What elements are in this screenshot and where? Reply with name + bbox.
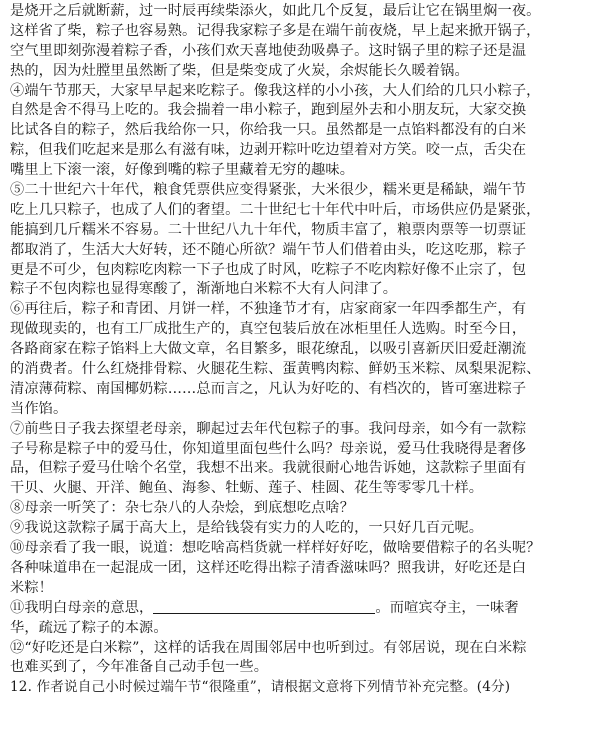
text-line: 的消费者。什么红烧排骨粽、火腿花生粽、蛋黄鸭肉粽、鲜奶玉米粽、凤梨果泥粽、	[10, 361, 541, 378]
text-line: 粽，但我们吃起来是那么有滋有味，边剥开粽叶吃边望着对方笑。咬一点，舌尖在	[10, 142, 527, 159]
text-line: 各路商家在粽子馅料上大做文章，名目繁多，眼花缭乱，以吸引喜新厌旧爱赶潮流	[10, 341, 527, 358]
text-line: 嘴里上下滚一滚，好像到嘴的粽子里藏着无穷的趣味。	[10, 162, 355, 179]
question-12	[10, 678, 602, 698]
text-line: 热的，因为灶膛里虽然断了柴，但是柴变成了火炭，余烬能长久暖着锅。	[10, 62, 469, 79]
text-line: ⑥再往后，粽子和青团、月饼一样，不独逢节才有，店家商家一年四季都生产，有	[10, 301, 527, 318]
text-line: 子号称是粽子中的爱马仕，你知道里面包些什么吗？母亲说，爱马仕我晓得是奢侈	[10, 440, 527, 457]
text-line: 更是不可少，包肉粽吃肉粽一下子也成了时风，吃粽子不吃肉粽好像不止宗了，包	[10, 261, 527, 278]
paragraph-4	[10, 82, 602, 181]
text-line: 华，疏远了粽子的本源。	[10, 619, 168, 636]
text-line: 空气里即刻弥漫着粽子香，小孩们欢天喜地使劲吸鼻子。这时锅子里的粽子还是温	[10, 42, 527, 59]
text-line: 干贝、火腿、开洋、鲍鱼、海参、牡蛎、莲子、桂圆、花生等零零几十样。	[10, 480, 484, 497]
document-page	[10, 2, 602, 698]
text-line: ⑧母亲一听笑了：杂七杂八的人杂烩，到底想吃点啥？	[10, 500, 355, 517]
answer-blank[interactable]	[153, 599, 375, 614]
text-line: ⑦前些日子我去探望老母亲，聊起过去年代包粽子的事。我问母亲，如今有一款粽	[10, 420, 527, 437]
text-line: 清凉薄荷粽、南国椰奶粽……总而言之，凡认为好吃的、有档次的，皆可塞进粽子	[10, 380, 527, 397]
text-line: 都取消了，生活大大好转，还不随心所欲？端午节人们借着由头，吃这吃那，粽子	[10, 241, 527, 258]
paragraph-3-tail	[10, 2, 602, 82]
paragraph-11	[10, 599, 602, 639]
text-line: 米粽！	[10, 579, 54, 596]
paragraph-10	[10, 539, 602, 599]
text-line: 吃上几只粽子，也成了人们的奢望。二十世纪七十年代中叶后，市场供应仍是紧张，	[10, 201, 541, 218]
text-line: ⑩母亲看了我一眼，说道：想吃啥高档货就一样样好好吃，做啥要借粽子的名头呢？	[10, 540, 541, 557]
text-line: ⑨我说这款粽子属于高大上，是给钱袋有实力的人吃的，一只好几百元呢。	[10, 520, 484, 537]
text-after-blank: 。而喧宾夺主，一味奢	[375, 599, 519, 616]
text-line: ⑫“好吃还是白米粽”，这样的话我在周围邻居中也听到过。有邻居说，现在白米粽	[10, 639, 527, 656]
text-line: 比试各自的粽子，然后我给你一只，你给我一只。虽然都是一点馅料都没有的白米	[10, 122, 527, 139]
text-line: ④端午节那天，大家早早起来吃粽子。像我这样的小小孩，大人们给的几只小粽子，	[10, 82, 541, 99]
question-text: 12. 作者说自己小时候过端午节“很隆重”，请根据文意将下列情节补充完整。(4分)	[10, 679, 511, 696]
text-line	[10, 599, 602, 619]
text-before-blank: ⑪我明白母亲的意思，	[10, 599, 154, 616]
text-line: 粽子不包肉粽也显得寒酸了，渐渐地白米粽不大有人问津了。	[10, 281, 398, 298]
paragraph-5	[10, 181, 602, 300]
text-line: 现做现卖的，也有工厂成批生产的，真空包装后放在冰柜里任人选购。时至今日，	[10, 321, 527, 338]
text-line: 各种味道串在一起混成一团，这样还吃得出粽子清香滋味吗？照我讲，好吃还是白	[10, 559, 527, 576]
text-line: 自然是舍不得马上吃的。我会揣着一串小粽子，跑到屋外去和小朋友玩，大家交换	[10, 102, 527, 119]
text-line: 是烧开之后就断薪，过一时辰再续柴添火，如此几个反复，最后让它在锅里焖一夜。	[10, 3, 541, 19]
paragraph-9	[10, 519, 602, 539]
paragraph-6	[10, 300, 602, 419]
paragraph-12	[10, 639, 602, 679]
paragraph-8	[10, 499, 602, 519]
paragraph-7	[10, 420, 602, 500]
text-line: 这样省了柴，粽子也容易熟。记得我家粽子多是在端午前夜烧，早上起来掀开锅子，	[10, 22, 541, 39]
text-line: 品，但粽子爱马仕啥个名堂，我想不出来。我就很耐心地告诉她，这款粽子里面有	[10, 460, 527, 477]
text-line: 也难买到了，今年准备自己动手包一些。	[10, 659, 269, 676]
text-line: 当作馅。	[10, 400, 68, 417]
text-line: 能搞到几斤糯米不容易。二十世纪八九十年代，物质丰富了，粮票肉票等一切票证	[10, 221, 527, 238]
text-line: ⑤二十世纪六十年代，粮食凭票供应变得紧张，大米很少，糯米更是稀缺，端午节	[10, 182, 527, 199]
